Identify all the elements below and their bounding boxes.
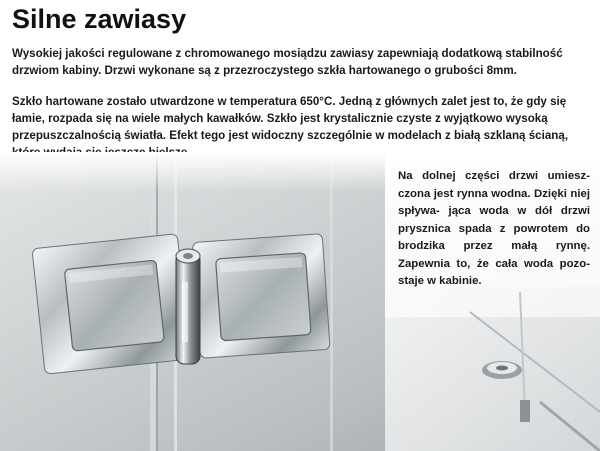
page-title: Silne zawiasy	[12, 4, 187, 34]
drain-paragraph: Na dolnej części drzwi umiesz- czona jest rynna wodna. Dzięki niej spływa- jąca woda w dół drzwi prysznica spada z powrotem do brodzika przez małą rynnę. Zapewnia to, że cała woda pozo- staje w kabinie.	[398, 170, 590, 287]
glass-paragraph: Szkło hartowane zostało utwardzone w temperatura 650°C. Jedną z głównych zalet jest to, że gdy się łamie, rozpada się na wiele małych kawałków. Szkło jest krystalicznie czyste z wyjątkowo wysoką przepuszczalnością światła. Efekt tego jest widoczny szczególnie w modelach z białą szklaną ścianą,	[12, 95, 569, 142]
intro-paragraph: Wysokiej jakości regulowane z chromowanego mosiądzu zawiasy zapewniają dodatkową stabilność drzwiom kabiny. Drzwi wykonane są z przezroczystego szkła hartowanego o grubości 8mm.	[12, 47, 563, 77]
